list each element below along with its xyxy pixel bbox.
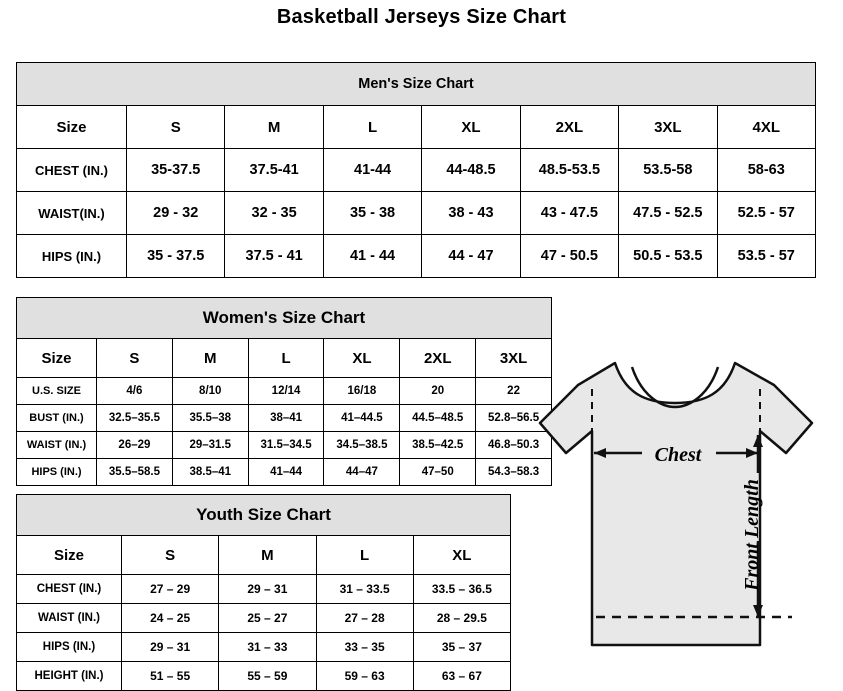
table-cell: 48.5-53.5 xyxy=(520,149,618,192)
table-cell: 53.5-58 xyxy=(619,149,717,192)
table-cell: 38–41 xyxy=(248,405,324,432)
row-label: WAIST (IN.) xyxy=(17,604,122,633)
table-cell: 32.5–35.5 xyxy=(97,405,173,432)
mens-chart-caption: Men's Size Chart xyxy=(17,63,816,106)
row-label: CHEST (IN.) xyxy=(17,575,122,604)
youth-size-chart-table xyxy=(16,494,511,691)
table-cell: 50.5 - 53.5 xyxy=(619,235,717,278)
table-cell: 47.5 - 52.5 xyxy=(619,192,717,235)
table-cell: 27 – 29 xyxy=(122,575,219,604)
row-label: WAIST (IN.) xyxy=(17,432,97,459)
row-label: CHEST (IN.) xyxy=(17,149,127,192)
row-label: U.S. SIZE xyxy=(17,378,97,405)
table-cell: 12/14 xyxy=(248,378,324,405)
table-cell: 53.5 - 57 xyxy=(717,235,815,278)
row-label: HIPS (IN.) xyxy=(17,459,97,486)
column-header: M xyxy=(172,339,248,378)
table-caption-row xyxy=(17,495,511,536)
table-cell: 29 – 31 xyxy=(219,575,316,604)
table-cell: 41-44 xyxy=(323,149,421,192)
table-cell: 35.5–38 xyxy=(172,405,248,432)
table-cell: 41–44 xyxy=(248,459,324,486)
table-cell: 24 – 25 xyxy=(122,604,219,633)
table-row xyxy=(17,604,511,633)
shirt-outline-icon xyxy=(540,363,812,645)
table-cell: 31 – 33.5 xyxy=(316,575,413,604)
column-header: 2XL xyxy=(520,106,618,149)
column-header: Size xyxy=(17,339,97,378)
jersey-measurement-diagram xyxy=(520,345,830,665)
column-header: XL xyxy=(324,339,400,378)
column-header: S xyxy=(127,106,225,149)
column-header: M xyxy=(225,106,323,149)
column-header: XL xyxy=(422,106,520,149)
table-caption-row xyxy=(17,63,816,106)
table-cell: 58-63 xyxy=(717,149,815,192)
table-cell: 35 - 37.5 xyxy=(127,235,225,278)
table-row xyxy=(17,192,816,235)
table-cell: 44 - 47 xyxy=(422,235,520,278)
table-cell: 16/18 xyxy=(324,378,400,405)
table-cell: 4/6 xyxy=(97,378,173,405)
table-cell: 35-37.5 xyxy=(127,149,225,192)
column-header: 3XL xyxy=(476,339,552,378)
row-label: HIPS (IN.) xyxy=(17,633,122,662)
chest-label: Chest xyxy=(654,444,702,466)
table-cell: 43 - 47.5 xyxy=(520,192,618,235)
table-header-row xyxy=(17,106,816,149)
table-cell: 34.5–38.5 xyxy=(324,432,400,459)
column-header: L xyxy=(316,536,413,575)
row-label: HEIGHT (IN.) xyxy=(17,662,122,691)
column-header: Size xyxy=(17,536,122,575)
table-cell: 33 – 35 xyxy=(316,633,413,662)
table-cell: 37.5-41 xyxy=(225,149,323,192)
mens-size-chart-table xyxy=(16,62,816,278)
table-cell: 41 - 44 xyxy=(323,235,421,278)
table-cell: 41–44.5 xyxy=(324,405,400,432)
table-cell: 35 – 37 xyxy=(413,633,510,662)
table-cell: 51 – 55 xyxy=(122,662,219,691)
table-row xyxy=(17,575,511,604)
column-header: L xyxy=(323,106,421,149)
column-header: XL xyxy=(413,536,510,575)
column-header: 2XL xyxy=(400,339,476,378)
table-cell: 47 - 50.5 xyxy=(520,235,618,278)
table-cell: 33.5 – 36.5 xyxy=(413,575,510,604)
table-cell: 44–47 xyxy=(324,459,400,486)
column-header: S xyxy=(122,536,219,575)
row-label: WAIST(IN.) xyxy=(17,192,127,235)
table-row xyxy=(17,662,511,691)
table-row xyxy=(17,378,552,405)
row-label: HIPS (IN.) xyxy=(17,235,127,278)
table-cell: 38.5–41 xyxy=(172,459,248,486)
table-cell: 46.8–50.3 xyxy=(476,432,552,459)
table-cell: 29–31.5 xyxy=(172,432,248,459)
table-cell: 31.5–34.5 xyxy=(248,432,324,459)
table-cell: 28 – 29.5 xyxy=(413,604,510,633)
page-title: Basketball Jerseys Size Chart xyxy=(276,6,567,28)
table-cell: 52.8–56.5 xyxy=(476,405,552,432)
column-header: Size xyxy=(17,106,127,149)
table-cell: 63 – 67 xyxy=(413,662,510,691)
table-cell: 35 - 38 xyxy=(323,192,421,235)
table-cell: 47–50 xyxy=(400,459,476,486)
table-row xyxy=(17,235,816,278)
womens-size-chart-table xyxy=(16,297,552,486)
table-row xyxy=(17,459,552,486)
column-header: S xyxy=(97,339,173,378)
table-cell: 27 – 28 xyxy=(316,604,413,633)
table-row xyxy=(17,432,552,459)
womens-chart-caption: Women's Size Chart xyxy=(17,298,552,339)
table-header-row xyxy=(17,339,552,378)
table-cell: 59 – 63 xyxy=(316,662,413,691)
table-cell: 8/10 xyxy=(172,378,248,405)
column-header: M xyxy=(219,536,316,575)
table-cell: 35.5–58.5 xyxy=(97,459,173,486)
table-cell: 37.5 - 41 xyxy=(225,235,323,278)
table-cell: 29 - 32 xyxy=(127,192,225,235)
table-row xyxy=(17,633,511,662)
table-cell: 26–29 xyxy=(97,432,173,459)
table-cell: 38.5–42.5 xyxy=(400,432,476,459)
table-cell: 29 – 31 xyxy=(122,633,219,662)
column-header: L xyxy=(248,339,324,378)
table-cell: 22 xyxy=(476,378,552,405)
table-cell: 20 xyxy=(400,378,476,405)
table-cell: 55 – 59 xyxy=(219,662,316,691)
table-cell: 44-48.5 xyxy=(422,149,520,192)
youth-chart-caption: Youth Size Chart xyxy=(17,495,511,536)
table-cell: 32 - 35 xyxy=(225,192,323,235)
table-cell: 31 – 33 xyxy=(219,633,316,662)
table-cell: 38 - 43 xyxy=(422,192,520,235)
table-row xyxy=(17,405,552,432)
row-label: BUST (IN.) xyxy=(17,405,97,432)
front-length-label: Front Length xyxy=(741,479,763,591)
table-cell: 52.5 - 57 xyxy=(717,192,815,235)
table-row xyxy=(17,149,816,192)
table-header-row xyxy=(17,536,511,575)
table-cell: 44.5–48.5 xyxy=(400,405,476,432)
table-cell: 25 – 27 xyxy=(219,604,316,633)
table-caption-row xyxy=(17,298,552,339)
column-header: 3XL xyxy=(619,106,717,149)
table-cell: 54.3–58.3 xyxy=(476,459,552,486)
column-header: 4XL xyxy=(717,106,815,149)
